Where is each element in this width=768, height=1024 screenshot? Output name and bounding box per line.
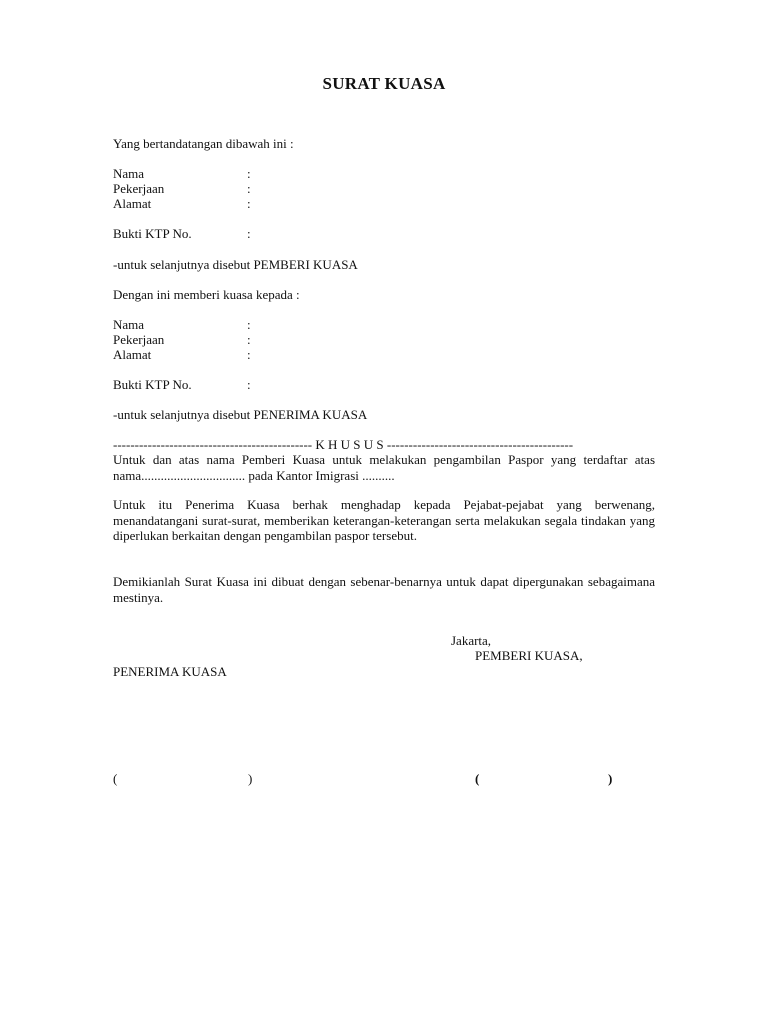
khusus-separator: ---------------------------------------------- K H U S U S ------------------------------------------- — [113, 437, 574, 452]
pemberi-alamat-colon: : — [247, 196, 251, 211]
transition-text: Dengan ini memberi kuasa kepada : — [113, 287, 300, 302]
penerima-ktp-label: Bukti KTP No. — [113, 377, 192, 392]
penerima-kuasa-signature-label: PENERIMA KUASA — [113, 664, 227, 679]
pemberi-kuasa-signature-label: PEMBERI KUASA, — [475, 648, 583, 663]
signature-place: Jakarta, — [451, 633, 492, 648]
pemberi-closing: -untuk selanjutnya disebut PEMBERI KUASA — [113, 257, 358, 272]
pemberi-signature-close-paren: ) — [608, 771, 613, 786]
penerima-closing: -untuk selanjutnya disebut PENERIMA KUASA — [113, 407, 368, 422]
paragraph-authority: Untuk itu Penerima Kuasa berhak menghadap kepada Pejabat-pejabat yang berwenang, menandatangani surat-surat, memberikan keterangan-keterangan serta melakukan segala tindakan yang diperlukan berkaitan dengan pengambilan paspor tersebut. — [113, 497, 655, 543]
pemberi-signature-open-paren: ( — [475, 771, 480, 786]
pemberi-ktp-label: Bukti KTP No. — [113, 226, 192, 241]
penerima-pekerjaan-label: Pekerjaan — [113, 332, 165, 347]
pemberi-alamat-label: Alamat — [113, 196, 152, 211]
pemberi-pekerjaan-colon: : — [247, 181, 251, 196]
paragraph-purpose: Untuk dan atas nama Pemberi Kuasa untuk melakukan pengambilan Paspor yang terdaftar atas nama................................ pada Kantor Imigrasi .......... — [113, 452, 655, 483]
penerima-ktp-colon: : — [247, 377, 251, 392]
intro-text: Yang bertandatangan dibawah ini : — [113, 136, 294, 151]
penerima-pekerjaan-colon: : — [247, 332, 251, 347]
paragraph-closing: Demikianlah Surat Kuasa ini dibuat dengan sebenar-benarnya untuk dapat dipergunakan sebagaimana mestinya. — [113, 574, 655, 605]
pemberi-nama-colon: : — [247, 166, 251, 181]
penerima-nama-label: Nama — [113, 317, 145, 332]
penerima-alamat-colon: : — [247, 347, 251, 362]
penerima-signature-close-paren: ) — [248, 771, 253, 786]
penerima-signature-open-paren: ( — [113, 771, 118, 786]
pemberi-ktp-colon: : — [247, 226, 251, 241]
document-title: SURAT KUASA — [322, 74, 446, 93]
pemberi-nama-label: Nama — [113, 166, 145, 181]
pemberi-pekerjaan-label: Pekerjaan — [113, 181, 165, 196]
penerima-alamat-label: Alamat — [113, 347, 152, 362]
penerima-nama-colon: : — [247, 317, 251, 332]
